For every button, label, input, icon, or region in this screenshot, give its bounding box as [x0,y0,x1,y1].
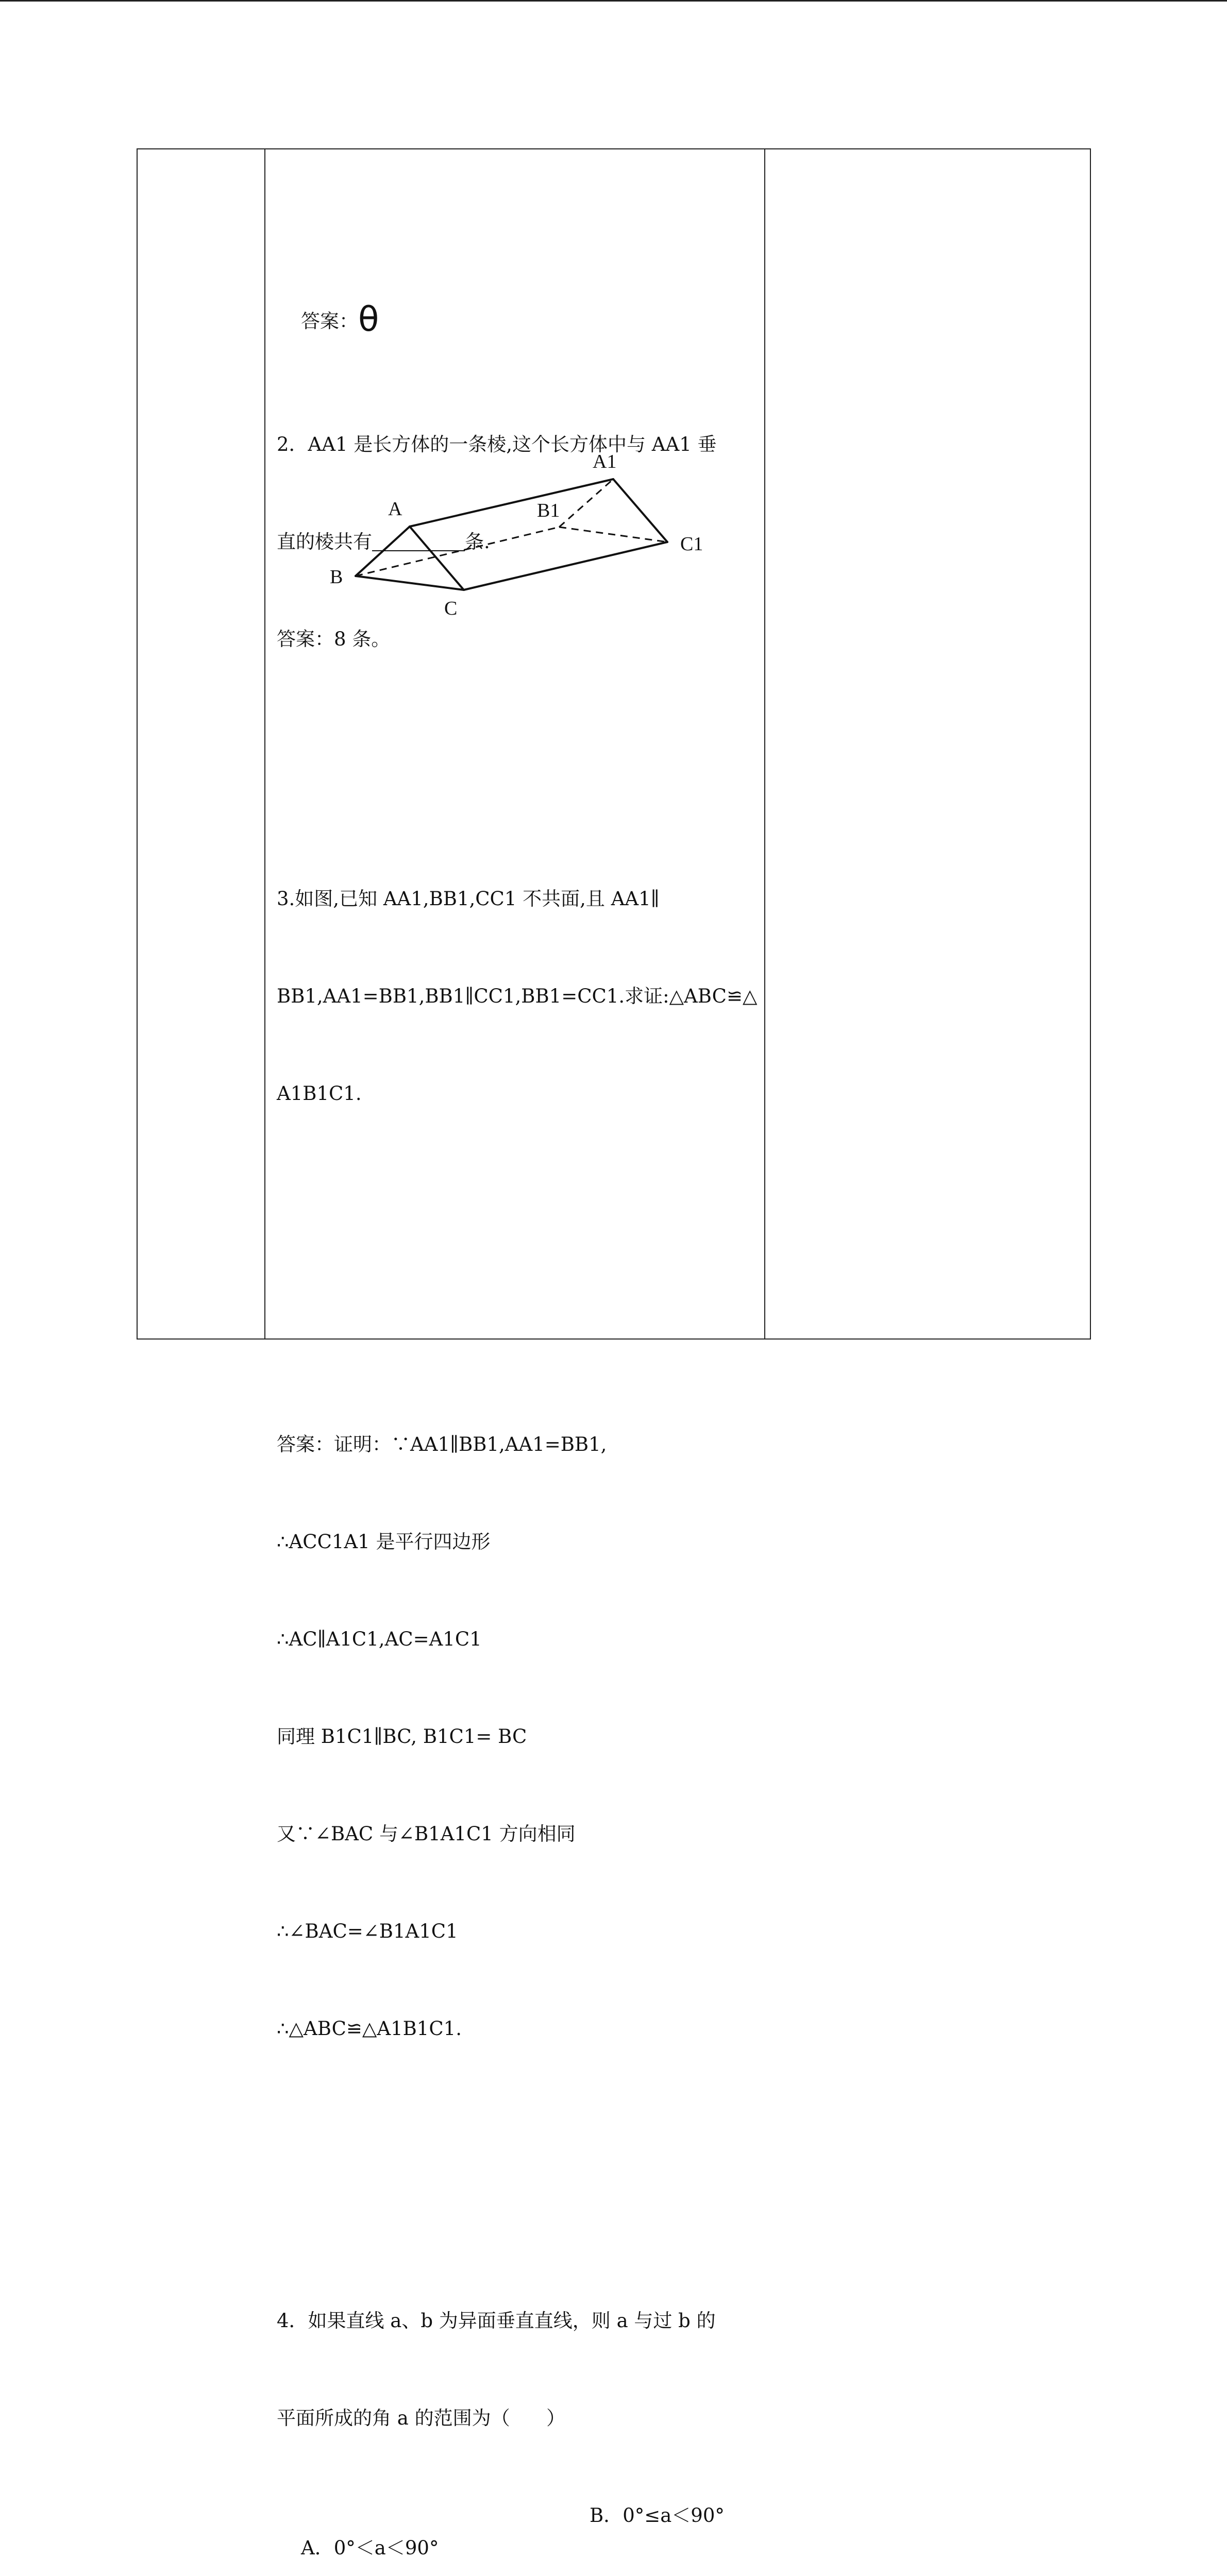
label-b1: B1 [537,500,560,521]
q3-figure-space [277,1175,756,1363]
label-c1: C1 [680,533,703,555]
spacer [277,720,756,753]
q2-line1: 2．AA1 是长方体的一条棱,这个长方体中与 AA1 垂 [277,433,717,455]
spacer [277,2110,756,2175]
q4-option-a: A．0°＜a＜90° [301,2537,439,2559]
label-a1: A1 [593,451,617,472]
q3-proof-1: ∴ACC1A1 是平行四边形 [277,1531,491,1553]
q3-proof-0: 答案：证明：∵AA1∥BB1,AA1=BB1, [277,1433,607,1455]
edge-a-c [410,527,464,590]
edge-b-c [356,576,464,590]
q3-proof-3: 同理 B1C1∥BC, B1C1= BC [277,1725,527,1748]
q4-line2: 平面所成的角 a 的范围为（ ） [277,2407,566,2429]
q3-line3: A1B1C1. [277,1082,362,1105]
edge-b1-c1-dashed [559,527,667,542]
edge-b-a [356,527,410,576]
q2-line2-post: 条. [465,531,490,553]
q3-line2: BB1,AA1=BB1,BB1∥CC1,BB1=CC1.求证:△ABC≌△ [277,985,758,1007]
q1-answer [277,252,756,339]
q3-proof-5: ∴∠BAC=∠B1A1C1 [277,1920,458,1942]
edge-b-b1-dashed [356,527,559,576]
q2-answer: 答案：8 条。 [277,628,391,650]
q1-answer-symbol: θ [358,299,379,339]
q3-proof-4: 又∵∠BAC 与∠B1A1C1 方向相同 [277,1823,576,1845]
edge-c-c1 [464,542,667,590]
q3-proof-6: ∴△ABC≌△A1B1C1. [277,2018,462,2040]
page-top-border [0,0,1227,2]
q2-line2-pre: 直的棱共有 [277,531,372,553]
q4-line1: 4．如果直线 a、b 为异面垂直直线，则 a 与过 b 的 [277,2310,716,2332]
q4-option-b: B．0°≤a＜90° [590,2504,725,2527]
label-b: B [330,566,343,588]
column-divider-right [764,148,765,1340]
label-a: A [388,498,402,520]
q1-answer-label: 答案： [301,310,359,332]
column-divider-left [264,148,265,1340]
q3-proof-2: ∴AC∥A1C1,AC=A1C1 [277,1628,482,1650]
edge-a1-c1 [613,479,667,542]
label-c: C [444,598,458,619]
q3-line1: 3.如图,已知 AA1,BB1,CC1 不共面,且 AA1∥ [277,888,660,910]
prism-figure [320,443,721,629]
q4-options-ab [277,2499,756,2559]
edge-a-a1 [410,479,613,527]
